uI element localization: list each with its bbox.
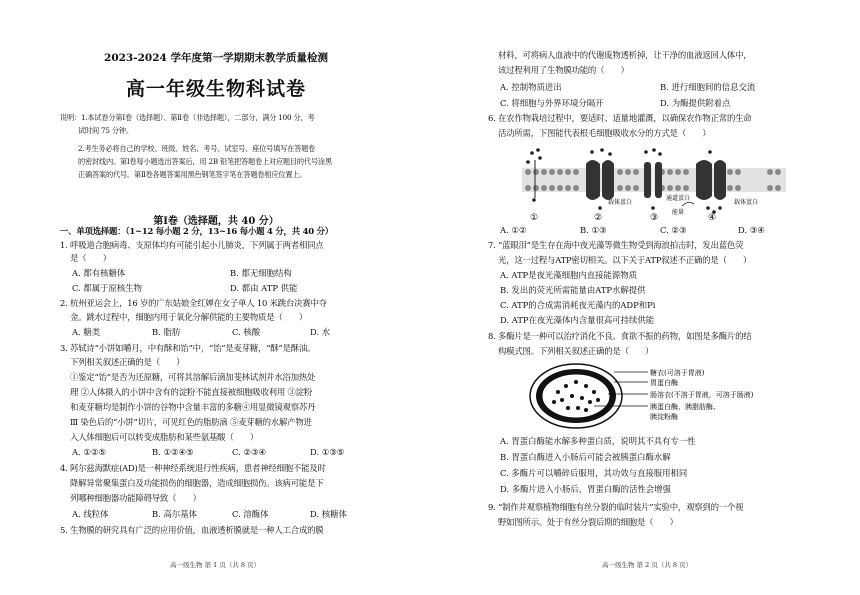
question-5-stem: 该过程利用了生物膜功能的（ ） [498,65,629,75]
q7-option-c: C. ATP的合成需消耗夜光藻内的ADP和Pi [500,300,656,310]
q6-option-a: A. ①② [500,225,527,235]
figure-label: 胰淀粉酶 [650,413,678,421]
question-3-stem: 和麦芽糖均是制作小饼的谷物中含量丰富的多糖④用显微镜观察苏丹 [70,402,316,412]
q7-option-d: D. ATP在夜光藻体内含量很高可持续供能 [500,315,655,325]
q6-option-d: D. ③④ [738,225,765,235]
question-7-stem: 光，这一过程与ATP密切相关。以下关于ATP叙述不正确的是（ ） [498,255,752,265]
note-line: 的密封线内。第Ⅰ卷每小题选出答案后，用 2B 铅笔把答题卷上对应题目的代号涂黑 [78,157,332,166]
q5-option-d: D. 为酶提供附着点 [660,98,731,108]
q8-option-b: B. 胃蛋白酶进入小肠后可能会被胰蛋白酶水解 [500,452,671,462]
q2-option-c: C. 核酸 [232,327,261,337]
question-3-stem: 下列相关叙述正确的是（ ） [70,357,185,367]
q2-option-d: D. 水 [310,327,331,337]
figure-label: 载体蛋白 [608,199,633,206]
q4-option-a: A. 线粒体 [72,509,109,519]
q3-option-c: C. ②③④ [232,447,266,457]
volume-title: 第Ⅰ卷（选择题，共 40 分） [153,216,279,227]
q8-option-c: C. 多酶片可以嚼碎后服用，其功效与直接服用相同 [500,468,688,478]
question-8-stem: 8. 多酶片是一种可以治疗消化不良、食欲不振的药物，如图是多酶片的结 [488,331,752,341]
q8-option-d: D. 多酶片进入小肠后，胃蛋白酶的活性会增强 [500,484,671,494]
subject-title: 高一年级生物科试卷 [125,78,306,100]
note-line: 2.考生务必将自己的学校、班级、姓名、考号、试室号、座位号填写在答题卷 [78,144,316,153]
question-9-stem: 野如图所示。处于有丝分裂后期的细胞是（ ） [498,517,678,527]
question-4-stem: 列哪种细胞器功能障碍导致（ ） [70,493,201,503]
q7-option-b: B. 发出的荧光所需能量由ATP水解提供 [500,285,646,295]
question-3-stem: 入人体细胞后可以转变成脂肪和某些氨基酸（ ） [70,432,259,442]
figure-label: 胰蛋白酶、胰脂肪酶、 [650,403,720,411]
question-6-stem: 6. 在农作物栽培过程中，要适时、适量地灌溉，以确保农作物正常的生命 [488,113,752,123]
question-1-stem: 1. 呼吸道合胞病毒、支原体均有可能引起小儿肺炎，下列属于两者相同点 [60,240,324,250]
question-3-stem: ①鉴定“饴”是否为还原糖，可将其溶解后滴加斐林试剂并水浴加热处 [70,372,316,382]
question-6-stem: 活动所需，下图能代表根毛细胞吸收水分的方式是（ ） [498,128,711,138]
note-line: 说明：1.本试卷分第Ⅰ卷（选择题）、第Ⅱ卷（非选择题），二部分，满分 100 分，考 [60,113,315,122]
figure-label: 胃蛋白酶 [650,379,678,387]
q3-option-d: D. ①③⑤ [310,447,345,457]
figure-number: ③ [650,213,659,222]
q2-option-b: B. 脂肪 [152,327,181,337]
page-footer: 高一级生物 第 2 页（共 8 页） [602,561,693,569]
question-5-stem: 5. 生物膜的研究具有广泛的应用价值，血液透析膜就是一种人工合成的膜 [60,525,324,535]
membrane-transport-figure [522,148,786,222]
question-7-stem: 7. “蓝眼泪”是生存在海中夜光藻等微生物受到海浪拍击时，发出蓝色荧 [488,240,744,250]
question-3-stem: Ⅲ 染色后的“小饼”切片，可见红色的脂肪滴 ⑤麦芽糖的水解产物进 [70,417,312,427]
section-title: 一、单项选择题：（1~12 每小题 2 分，13~16 每小题 4 分，共 40 分） [60,226,333,236]
carrier-protein-shape [586,160,600,200]
left-page [60,0,372,595]
q4-option-b: B. 高尔基体 [152,509,197,519]
q8-option-a: A. 胃蛋白酶能水解多种蛋白质，说明其不具有专一性 [500,436,696,446]
figure-label: 肠溶衣(不溶于胃液，可溶于肠液) [650,391,754,399]
q1-option-c: C. 都属于原核生物 [72,283,143,293]
q2-option-a: A. 糖类 [72,327,101,337]
question-2-stem: 2. 杭州亚运会上，16 岁的广东姑娘全红婵在女子单人 10 米跳台决赛中夺 [60,298,327,308]
figure-label: 糖衣(可溶于胃液) [650,369,705,377]
q6-option-b: B. ①③ [580,225,607,235]
right-page [488,0,806,595]
question-2-stem: 金。跳水过程中，细胞内用于氧化分解供能的主要物质是（ ） [70,312,308,322]
figure-number: ④ [708,213,717,222]
q5-option-b: B. 进行细胞间的信息交流 [660,82,756,92]
q5-option-c: C. 将细胞与外界环境分隔开 [500,98,604,108]
channel-protein-shape [644,162,651,198]
question-4-stem: 降解异常聚集蛋白及功能损伤的细胞器，造成细胞损伤。该病可能是下 [70,478,324,488]
figure-number: ① [530,213,539,222]
multienzyme-tablet-figure [528,362,798,430]
question-5-stem: 材料，可将病人血液中的代谢废物透析掉，让干净的血液返回人体中， [498,50,752,60]
exam-title: 2023-2024 学年度第一学期期末教学质量检测 [104,52,328,64]
question-9-stem: 9. “制作并观察植物细胞有丝分裂的临时装片”实验中，观察到的一个视 [488,502,744,512]
q4-option-c: C. 溶酶体 [232,509,269,519]
q6-option-c: C. ②③ [660,225,687,235]
q7-option-a: A. ATP是夜光藻细胞内直接能源物质 [500,270,638,280]
active-carrier-shape [696,160,712,200]
figure-label: 能量 [672,209,685,216]
q3-option-a: A. ①②⑤ [72,447,106,457]
q1-option-a: A. 都有核糖体 [72,268,126,278]
page-footer: 高一级生物 第 1 页（共 8 页） [170,561,261,569]
note-line: 试时间 75 分钟。 [78,126,133,135]
figure-label: 载体蛋白 [734,199,759,206]
figure-number: ② [594,213,603,222]
question-1-stem: 是（ ） [70,253,111,263]
q3-option-b: B. ①②④⑤ [152,447,194,457]
q5-option-a: A. 控制物质进出 [500,82,562,92]
question-8-stem: 构模式图。下列相关叙述正确的是（ ） [498,346,654,356]
question-4-stem: 4. 阿尔兹海默症(AD)是一种神经系统退行性疾病，患者神经细胞不能及时 [60,463,326,473]
question-3-stem: 3. 苏轼诗“小饼如嚼月，中有酥和饴”中，“饴”是麦芽糖，“酥”是酥油。 [60,343,316,353]
figure-label: 通道蛋白 [666,195,691,202]
q1-option-d: D. 都由 ATP 供能 [230,283,298,293]
q1-option-b: B. 都无细胞结构 [230,268,292,278]
note-line: 正确答案的代号。第Ⅱ卷各题答案用黑色钢笔签字笔在答题卷相应位置上。 [78,170,307,179]
question-3-stem: 理 ②人体摄入的小饼中含有的淀粉不能直接被细胞吸收利用 ③淀粉 [70,387,312,397]
q4-option-d: D. 核糖体 [310,509,347,519]
